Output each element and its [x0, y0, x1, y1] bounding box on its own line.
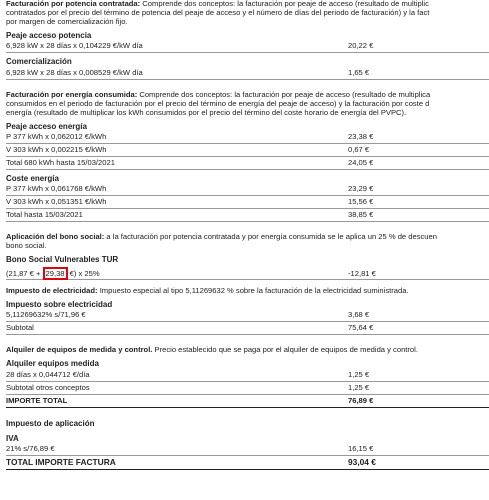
- total-importe-factura-row: [6, 456, 489, 470]
- bono-social-row: [6, 265, 489, 280]
- row-amount: 75,64 €: [348, 323, 374, 333]
- row-amount: 24,05 €: [348, 158, 374, 168]
- impuesto-aplicacion-title: Impuesto de aplicación: [6, 418, 95, 428]
- row-amount: 16,15 €: [348, 444, 374, 454]
- bono-social-title: Bono Social Vulnerables TUR: [6, 255, 119, 265]
- peaje-potencia-title: Peaje acceso potencia: [6, 30, 92, 40]
- electricidad-intro: [6, 287, 489, 296]
- row-label: 21% s/76,89 €: [6, 444, 55, 454]
- row-amount: 0,67 €: [348, 145, 370, 155]
- equipos-intro-title: Alquiler de equipos de medida y control.: [6, 345, 153, 355]
- potencia-intro-title: Facturación por potencia contratada:: [6, 0, 141, 8]
- bono-formula: [6, 267, 348, 280]
- electricidad-subtotal-row: [6, 322, 489, 335]
- alquiler-equipos-row: [6, 369, 489, 382]
- peaje-energia-row-v: [6, 144, 489, 157]
- row-label: P 377 kWh x 0,061768 €/kWh: [6, 184, 107, 194]
- potencia-intro-line-2: contratados por el precio del término de potencia del peaje de acceso y el número de días del periodo de facturación) y la fact: [6, 7, 430, 17]
- coste-energia-row-p: [6, 183, 489, 196]
- formula-suffix: €) x 25%: [67, 268, 100, 278]
- bono-intro-text: a la facturación por potencia contratada y por energía consumida se le aplica un 25 % de descuen: [104, 232, 437, 242]
- impuesto-electricidad-row: [6, 309, 489, 322]
- energia-intro-line-3: energía (resultado de multiplicar los kWh consumidos por el precio del término del coste horario de energía del PVPC).: [6, 107, 407, 117]
- peaje-energia-row-p: [6, 131, 489, 144]
- row-label: IMPORTE TOTAL: [6, 395, 68, 405]
- highlighted-amount: 29,38: [43, 267, 68, 280]
- row-label: V 303 kWh x 0,002215 €/kWh: [6, 145, 107, 155]
- row-amount: -12,81 €: [348, 268, 376, 278]
- row-label: Subtotal: [6, 323, 34, 333]
- peaje-potencia-row: [6, 40, 489, 53]
- comercializacion-row: [6, 67, 489, 80]
- row-label: 6,928 kW x 28 días x 0,008529 €/kW día: [6, 67, 143, 77]
- potencia-intro-line-3: por margen de comercialización fijo.: [6, 16, 128, 26]
- coste-energia-title: Coste energía: [6, 174, 59, 184]
- coste-energia-row-total: [6, 209, 489, 222]
- row-amount: 20,22 €: [348, 41, 374, 51]
- impuesto-electricidad-title: Impuesto sobre electricidad: [6, 299, 113, 309]
- row-label: 28 días x 0,044712 €/día: [6, 369, 90, 379]
- formula-prefix: (21,87 € +: [6, 268, 43, 278]
- energia-intro-text: Comprende dos conceptos: la facturación por peaje de acceso (resultado de multiplica: [137, 89, 431, 99]
- bono-intro-title: Aplicación del bono social:: [6, 232, 105, 242]
- bono-intro-line-2: bono social.: [6, 241, 47, 251]
- iva-title: IVA: [6, 434, 19, 444]
- row-amount: 23,29 €: [348, 184, 374, 194]
- row-amount: 15,56 €: [348, 197, 374, 207]
- alquiler-equipos-title: Alquiler equipos medida: [6, 359, 99, 369]
- row-label: Total 680 kWh hasta 15/03/2021: [6, 158, 115, 168]
- row-label: 6,928 kW x 28 días x 0,104229 €/kW día: [6, 41, 143, 51]
- subtotal-otros-row: [6, 382, 489, 395]
- bono-intro-line-1: [6, 233, 489, 242]
- electricidad-intro-text: Impuesto especial al tipo 5,11269632 % sobre la facturación de la electricidad suministrada.: [97, 285, 409, 295]
- row-amount: 3,68 €: [348, 310, 370, 320]
- iva-row: [6, 443, 489, 456]
- total-amount: 93,04 €: [348, 457, 376, 468]
- row-label: 5,11269632% s/71,96 €: [6, 310, 86, 320]
- coste-energia-row-v: [6, 196, 489, 209]
- row-amount: 1,65 €: [348, 67, 370, 77]
- importe-total-row: [6, 395, 489, 408]
- row-amount: 38,85 €: [348, 210, 374, 220]
- equipos-intro: [6, 346, 489, 355]
- row-amount: 76,89 €: [348, 395, 374, 405]
- peaje-energia-row-total: [6, 157, 489, 170]
- invoice-breakdown: [6, 0, 489, 470]
- energia-intro-line-2: consumidos en el periodo de facturación por el precio del término de energía del peaje de acceso) y la facturación por coste d: [6, 98, 430, 108]
- peaje-energia-title: Peaje acceso energía: [6, 121, 87, 131]
- row-label: P 377 kWh x 0,062012 €/kWh: [6, 132, 107, 142]
- total-label: TOTAL IMPORTE FACTURA: [6, 457, 116, 468]
- row-amount: 23,38 €: [348, 132, 374, 142]
- row-label: Subtotal otros conceptos: [6, 382, 90, 392]
- row-label: Total hasta 15/03/2021: [6, 210, 83, 220]
- row-amount: 1,25 €: [348, 382, 370, 392]
- potencia-intro-text: Comprende dos conceptos: la facturación por peaje de acceso (resultado de multiplic: [140, 0, 429, 8]
- equipos-intro-text: Precio establecido que se paga por el alquiler de equipos de medida y control.: [152, 345, 418, 355]
- row-label: V 303 kWh x 0,051351 €/kWh: [6, 197, 107, 207]
- row-amount: 1,25 €: [348, 369, 370, 379]
- comercializacion-title: Comercialización: [6, 57, 72, 67]
- electricidad-intro-title: Impuesto de electricidad:: [6, 285, 98, 295]
- energia-intro-title: Facturación por energía consumida:: [6, 89, 138, 99]
